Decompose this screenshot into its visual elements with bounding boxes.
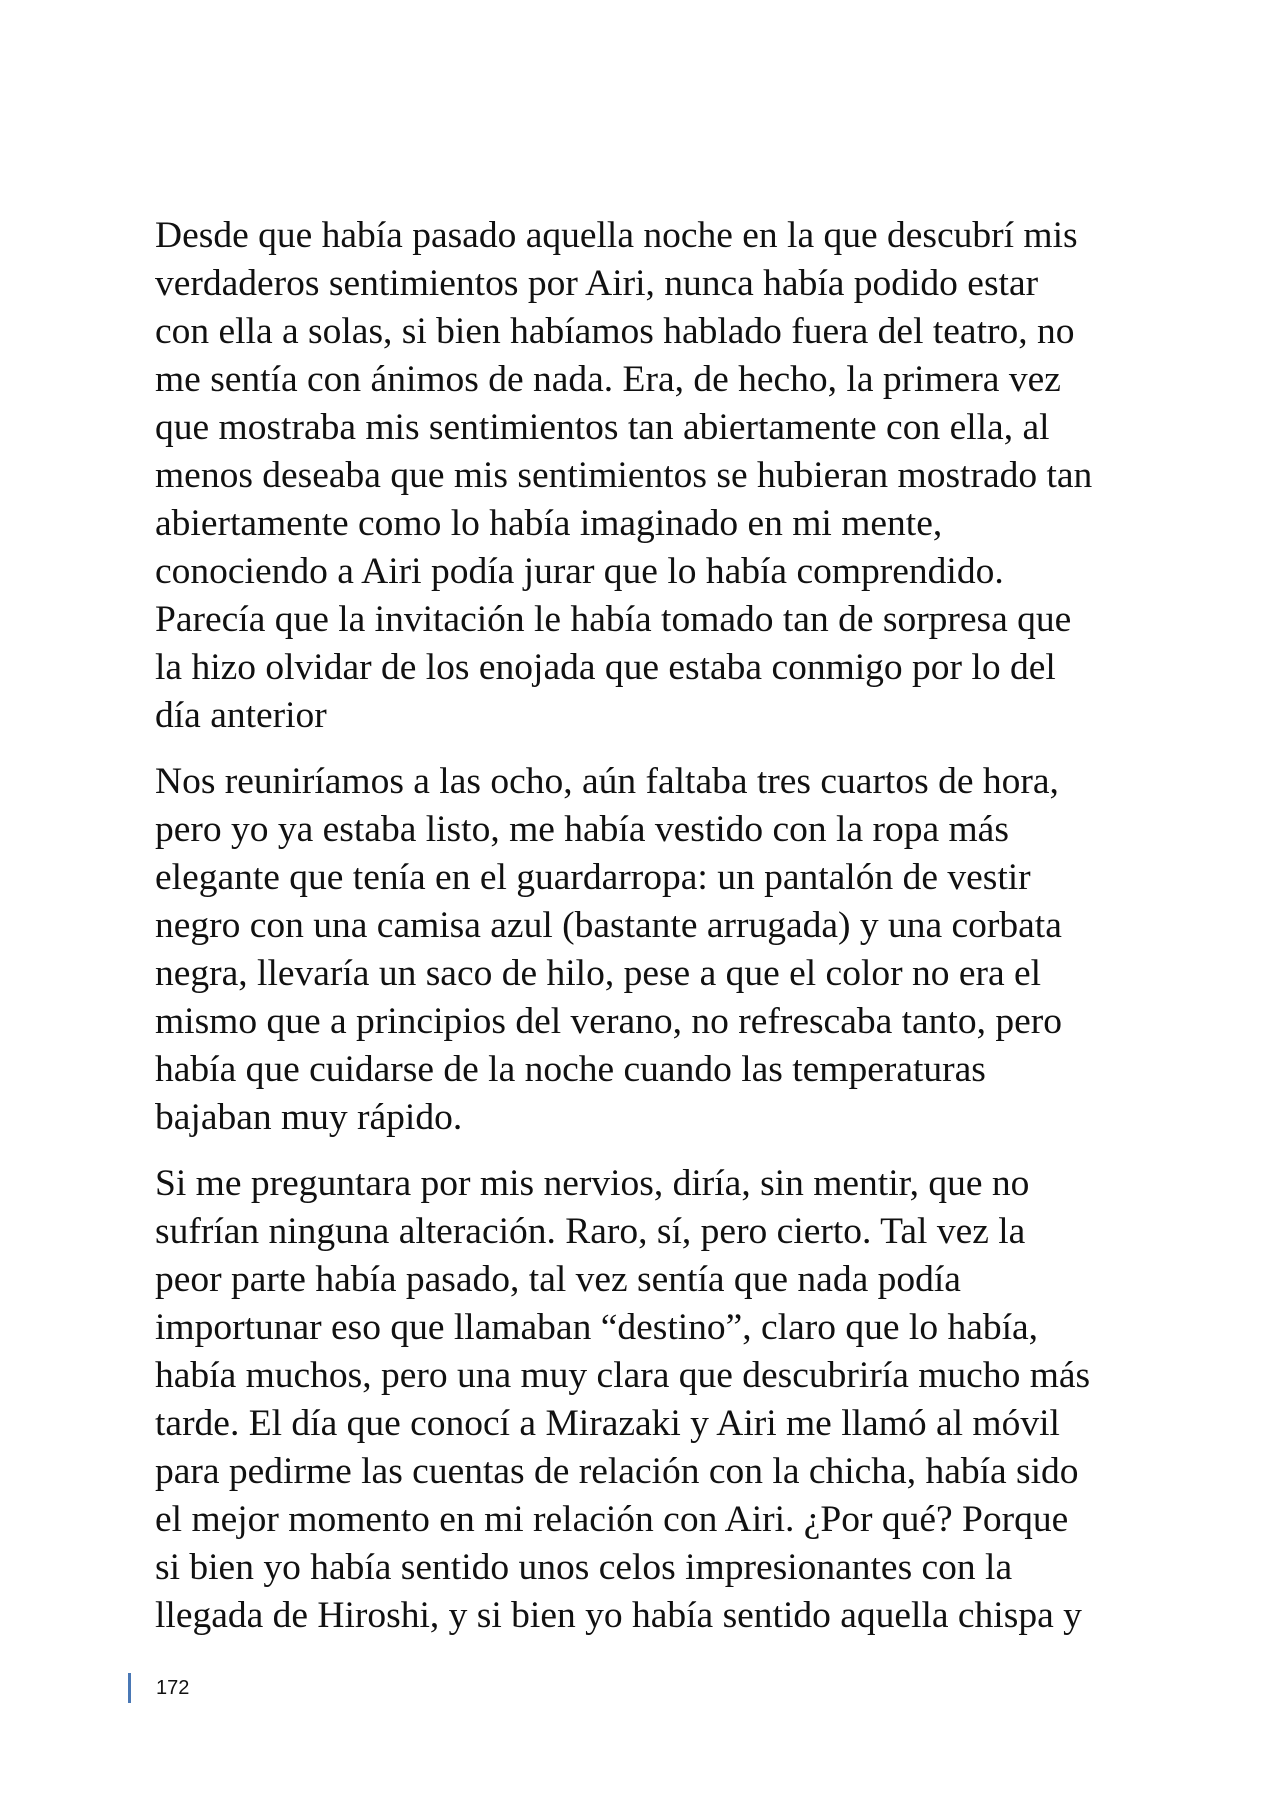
text-line: con ella a solas, si bien habíamos hablado fuera del teatro, no: [155, 311, 1075, 352]
text-line: llegada de Hiroshi, y si bien yo había sentido aquella chispa y: [155, 1595, 1082, 1636]
text-line: peor parte había pasado, tal vez sentía que nada podía: [155, 1259, 961, 1300]
text-line: mismo que a principios del verano, no refrescaba tanto, pero: [155, 1001, 1062, 1042]
text-line: había que cuidarse de la noche cuando las temperaturas: [155, 1049, 986, 1090]
text-line: menos deseaba que mis sentimientos se hubieran mostrado tan: [155, 455, 1093, 496]
text-line: Si me preguntara por mis nervios, diría, sin mentir, que no: [155, 1163, 1030, 1204]
text-line: bajaban muy rápido.: [155, 1097, 463, 1138]
text-line: Nos reuniríamos a las ocho, aún faltaba tres cuartos de hora,: [155, 761, 1059, 802]
text-line: verdaderos sentimientos por Airi, nunca había podido estar: [155, 263, 1039, 304]
text-line: negra, llevaría un saco de hilo, pese a que el color no era el: [155, 953, 1042, 994]
text-line: que mostraba mis sentimientos tan abiertamente con ella, al: [155, 407, 1050, 448]
body-text: [155, 212, 1155, 1658]
text-line: había muchos, pero una muy clara que descubriría mucho más: [155, 1355, 1091, 1396]
text-line: tarde. El día que conocí a Mirazaki y Airi me llamó al móvil: [155, 1403, 1060, 1444]
page-number: 172: [156, 1676, 190, 1699]
paragraph-2: [155, 758, 1155, 1142]
text-line: negro con una camisa azul (bastante arrugada) y una corbata: [155, 905, 1062, 946]
text-line: conociendo a Airi podía jurar que lo había comprendido.: [155, 551, 1004, 592]
text-line: Parecía que la invitación le había tomado tan de sorpresa que: [155, 599, 1072, 640]
text-line: el mejor momento en mi relación con Airi. ¿Por qué? Porque: [155, 1499, 1069, 1540]
text-line: importunar eso que llamaban “destino”, claro que lo había,: [155, 1307, 1039, 1348]
text-line: para pedirme las cuentas de relación con la chicha, había sido: [155, 1451, 1079, 1492]
text-line: pero yo ya estaba listo, me había vestido con la ropa más: [155, 809, 1009, 850]
text-line: abiertamente como lo había imaginado en mi mente,: [155, 503, 943, 544]
page-footer: [128, 1672, 189, 1704]
text-line: elegante que tenía en el guardarropa: un pantalón de vestir: [155, 857, 1031, 898]
footer-rule: [128, 1673, 131, 1703]
text-line: sufrían ninguna alteración. Raro, sí, pero cierto. Tal vez la: [155, 1211, 1026, 1252]
paragraph-3: [155, 1160, 1155, 1640]
text-line: si bien yo había sentido unos celos impresionantes con la: [155, 1547, 1013, 1588]
text-line: día anterior: [155, 695, 327, 736]
paragraph-1: [155, 212, 1155, 740]
text-line: Desde que había pasado aquella noche en la que descubrí mis: [155, 215, 1078, 256]
text-line: la hizo olvidar de los enojada que estaba conmigo por lo del: [155, 647, 1056, 688]
text-line: me sentía con ánimos de nada. Era, de hecho, la primera vez: [155, 359, 1061, 400]
